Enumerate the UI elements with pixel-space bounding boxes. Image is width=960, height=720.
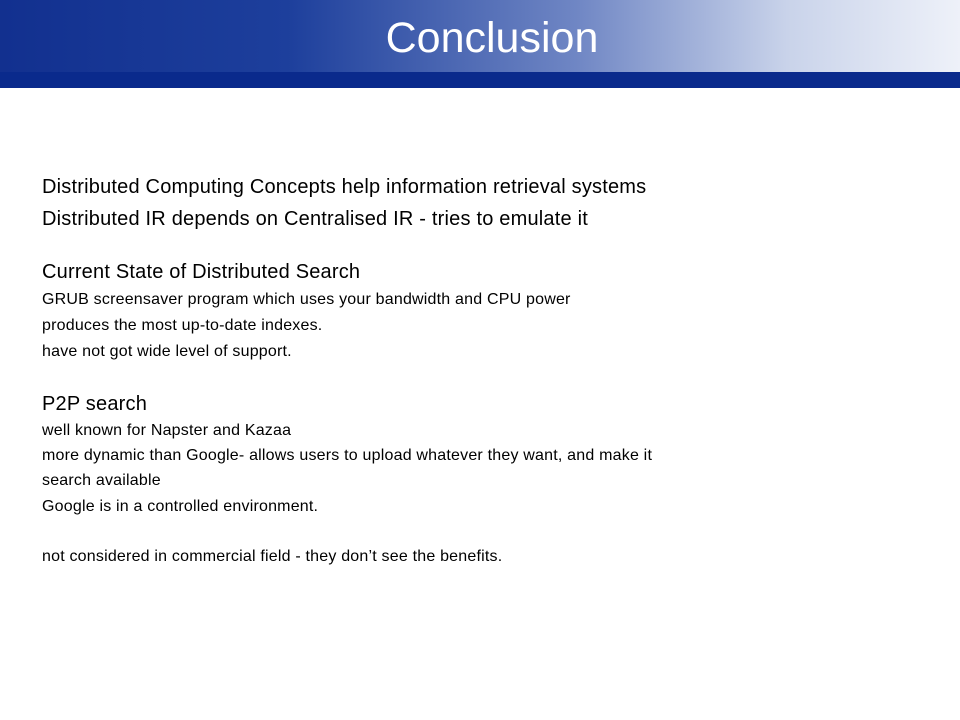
body-line: well known for Napster and Kazaa bbox=[42, 422, 292, 439]
body-line: not considered in commercial field - they don’t see the benefits. bbox=[42, 548, 503, 565]
section-heading: P2P search bbox=[42, 393, 148, 415]
body-line: have not got wide level of support. bbox=[42, 343, 292, 360]
section-heading: Current State of Distributed Search bbox=[42, 261, 361, 283]
body-line: produces the most up-to-date indexes. bbox=[42, 317, 323, 334]
body-line: Google is in a controlled environment. bbox=[42, 498, 319, 515]
body-line: Distributed IR depends on Centralised IR - tries to emulate it bbox=[42, 208, 588, 230]
slide-title: Conclusion bbox=[385, 14, 599, 62]
body-line: search available bbox=[42, 472, 161, 489]
body-line: GRUB screensaver program which uses your bandwidth and CPU power bbox=[42, 291, 571, 308]
title-bar-stripe bbox=[0, 72, 960, 88]
body-line: more dynamic than Google- allows users to upload whatever they want, and make it bbox=[42, 447, 653, 464]
body-line: Distributed Computing Concepts help information retrieval systems bbox=[42, 176, 647, 198]
